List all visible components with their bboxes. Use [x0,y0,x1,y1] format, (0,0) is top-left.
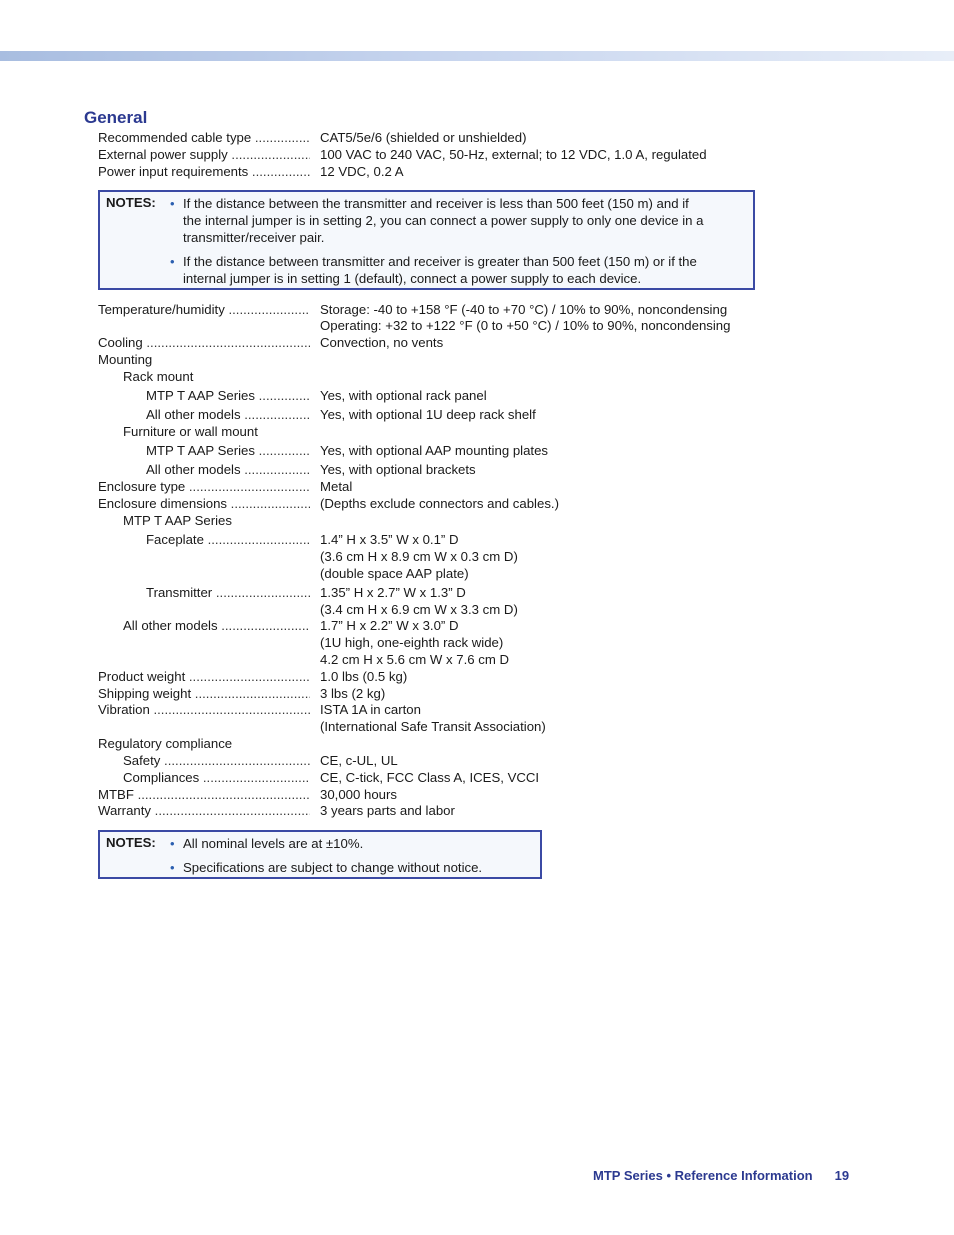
spec-label: MTP T AAP Series ..... [146,442,310,459]
note-text: the internal jumper is in setting 2, you can connect a power supply to only one device in a [183,213,704,228]
note-item [170,835,363,852]
spec-label: MTP T AAP Series [123,513,232,528]
spec-label: MTP T AAP Series ..... [146,387,310,404]
note-text: All nominal levels are at ±10%. [183,836,364,851]
spec-label: Mounting [98,352,153,367]
note-text: Specifications are subject to change without notice. [183,860,483,875]
spec-value: ISTA 1A in carton [320,702,421,717]
section-title: General [84,108,148,127]
spec-value: Metal [320,479,353,494]
note-text: If the distance between transmitter and receiver is greater than 500 feet (150 m) or if the [183,254,697,269]
note-text: internal jumper is in setting 1 (default), connect a power supply to each device. [183,271,642,286]
spec-label: Recommended cable type ..... [98,129,310,146]
note-item [170,859,482,876]
spec-label: All other models ..... [123,617,310,634]
spec-value: (3.4 cm H x 6.9 cm W x 3.3 cm D) [320,602,518,617]
spec-label: Furniture or wall mount [123,424,258,439]
note-text: If the distance between the transmitter and receiver is less than 500 feet (150 m) and if [183,196,689,211]
spec-label: Temperature/humidity ..... [98,301,310,318]
spec-value: 1.4” H x 3.5” W x 0.1” D [320,532,459,547]
spec-value: 1.0 lbs (0.5 kg) [320,669,408,684]
bullet-icon: • [170,860,175,875]
spec-value: Yes, with optional brackets [320,462,476,477]
spec-label: Power input requirements ..... [98,163,310,180]
bullet-icon: • [170,196,175,211]
spec-value: Storage: -40 to +158 °F (-40 to +70 °C) / 10% to 90%, noncondensing [320,302,728,317]
footer-title: MTP Series • Reference Information [593,1168,813,1183]
spec-value: 1.35” H x 2.7” W x 1.3” D [320,585,466,600]
spec-value: CE, C-tick, FCC Class A, ICES, VCCI [320,770,540,785]
spec-label: Enclosure dimensions ..... [98,495,310,512]
spec-value: Yes, with optional AAP mounting plates [320,443,549,458]
spec-value: (International Safe Transit Association) [320,719,546,734]
page-number: 19 [834,1168,850,1183]
spec-value: (3.6 cm H x 8.9 cm W x 0.3 cm D) [320,549,518,564]
bullet-icon: • [170,254,175,269]
spec-value: 3 lbs (2 kg) [320,686,386,701]
note-text: transmitter/receiver pair. [183,230,325,245]
spec-value: 30,000 hours [320,787,397,802]
header-accent-bar [0,51,954,61]
spec-value: 3 years parts and labor [320,803,455,818]
spec-label: Safety ..... [123,752,310,769]
spec-value: Yes, with optional 1U deep rack shelf [320,407,536,422]
notes-heading: NOTES: [106,835,156,850]
spec-label: Shipping weight ..... [98,685,310,702]
notes-box-general [98,830,542,879]
spec-label: Warranty ..... [98,802,310,819]
spec-label: All other models ..... [146,406,310,423]
spec-label: MTBF ..... [98,786,310,803]
spec-value: Yes, with optional rack panel [320,388,487,403]
bullet-icon: • [170,836,175,851]
note-item [170,195,703,246]
spec-value: 1.7” H x 2.2” W x 3.0” D [320,618,459,633]
spec-label: Faceplate ..... [146,531,310,548]
spec-value: Operating: +32 to +122 °F (0 to +50 °C) / 10% to 90%, noncondensing [320,318,731,333]
spec-value: 100 VAC to 240 VAC, 50-Hz, external; to 12 VDC, 1.0 A, regulated [320,147,707,162]
spec-value: 12 VDC, 0.2 A [320,164,404,179]
spec-label: Compliances ..... [123,769,310,786]
notes-heading: NOTES: [106,195,156,210]
spec-label: Enclosure type ..... [98,478,310,495]
spec-label: External power supply ..... [98,146,310,163]
note-item [170,253,697,287]
spec-value: Convection, no vents [320,335,444,350]
spec-label: Transmitter ..... [146,584,310,601]
spec-label: Vibration ..... [98,701,310,718]
page-footer [593,1168,849,1183]
spec-label: Cooling ..... [98,334,310,351]
notes-box-power [98,190,755,290]
spec-label: Product weight ..... [98,668,310,685]
spec-value: 4.2 cm H x 5.6 cm W x 7.6 cm D [320,652,510,667]
spec-label: Regulatory compliance [98,736,233,751]
spec-value: (Depths exclude connectors and cables.) [320,496,559,511]
spec-value: (1U high, one-eighth rack wide) [320,635,504,650]
spec-label: All other models ..... [146,461,310,478]
spec-label: Rack mount [123,369,194,384]
spec-value: CAT5/5e/6 (shielded or unshielded) [320,130,527,145]
spec-value: (double space AAP plate) [320,566,469,581]
spec-value: CE, c-UL, UL [320,753,398,768]
